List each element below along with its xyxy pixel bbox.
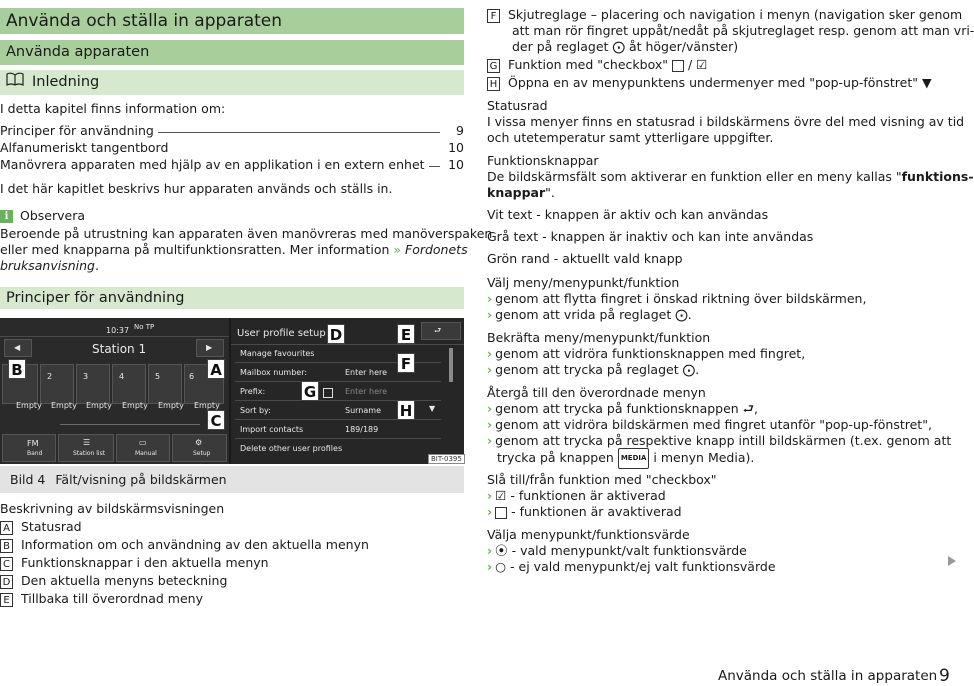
checkbox-checked-icon: ☑ — [696, 57, 708, 72]
menu-title: User profile setup — [237, 328, 326, 339]
statusrad-text: och utetemperatur samt ytterligare uppgifter. — [487, 130, 774, 145]
callout-b: B — [8, 359, 26, 379]
legend-f — [487, 6, 962, 23]
preset-number: 2 — [47, 372, 53, 381]
description-item — [0, 590, 203, 608]
checkbox-empty-icon — [495, 507, 507, 519]
preset-button[interactable] — [112, 364, 146, 404]
funk-text — [487, 184, 555, 201]
bekr-item — [487, 361, 699, 378]
description-text: Information om och användning av den aktuella menyn — [21, 537, 369, 552]
status-divider — [0, 336, 229, 337]
scroll-slider[interactable] — [449, 348, 453, 382]
preset-label: Empty — [86, 401, 112, 410]
prev-button[interactable] — [4, 339, 32, 357]
valj-text: genom att flytta fingret i önskad riktning över bildskärmen, — [495, 291, 867, 306]
ater-item — [487, 432, 951, 449]
description-text: Funktionsknappar i den aktuella menyn — [21, 555, 269, 570]
callout-d: D — [327, 324, 345, 344]
row-divider — [235, 438, 441, 439]
ater-item — [487, 416, 932, 433]
menu-value: Enter here — [345, 387, 388, 396]
station-list-button[interactable] — [58, 434, 114, 462]
statusrad-title: Statusrad — [487, 98, 548, 113]
valj2-text: - ej vald menypunkt/ej valt funktionsvärde — [506, 559, 776, 574]
media-term: Media — [707, 450, 746, 465]
description-text: Tillbaka till överordnad meny — [21, 591, 203, 606]
back-button[interactable] — [421, 322, 461, 340]
caption-text: Fält/visning på bildskärmen — [55, 472, 227, 487]
bullet-arrow-icon: › — [487, 559, 493, 574]
figure-caption — [0, 466, 464, 493]
valj-item — [487, 290, 866, 307]
callout-c: C — [207, 410, 225, 430]
preset-number: 5 — [155, 372, 161, 381]
ater-item — [487, 400, 758, 417]
page-number: 9 — [939, 666, 950, 686]
note-line: Beroende på utrustning kan apparaten även manövreras med manöverspaken — [0, 226, 493, 241]
description-item — [0, 518, 82, 536]
subsection-header — [0, 70, 464, 95]
book-icon — [6, 70, 26, 95]
menu-item[interactable]: Mailbox number: — [240, 368, 308, 377]
preset-button[interactable] — [40, 364, 74, 404]
status-time: 10:37 — [106, 326, 130, 335]
profile-screen — [231, 318, 464, 464]
manual-button[interactable] — [116, 434, 170, 462]
valj2-title: Välja menypunkt/funktionsvärde — [487, 527, 690, 542]
bullet-arrow-icon: › — [487, 362, 493, 377]
menu-value: Surname — [345, 406, 381, 415]
toc-leader — [150, 132, 440, 133]
reference-link-cont[interactable]: bruksanvisning — [0, 258, 95, 273]
legend-sep: / — [687, 57, 693, 72]
bullet-arrow-icon: › — [487, 417, 493, 432]
vit-line — [487, 206, 768, 223]
legend-text: Öppna en av menypunktens undermenyer med "pop-up-fönstret" — [508, 75, 918, 90]
menu-value: Enter here — [345, 368, 388, 377]
description-title: Beskrivning av bildskärmsvisningen — [0, 501, 225, 516]
band-button[interactable] — [2, 434, 56, 462]
station-list-sub: Station list — [73, 450, 106, 457]
gra-text: - knappen är inaktiv och kan inte användas — [538, 229, 814, 244]
legend-h — [487, 74, 932, 91]
station-name: Station 1 — [92, 342, 147, 356]
subsection-title: Inledning — [32, 74, 100, 90]
funk-text-part: ". — [545, 185, 555, 200]
bullet-arrow-icon: › — [487, 543, 493, 558]
bullet-arrow-icon: › — [487, 346, 493, 361]
section-title: Använda apparaten — [0, 40, 464, 65]
manual-sub: Manual — [135, 450, 157, 457]
letter-badge: G — [487, 59, 500, 73]
checkbox-empty-icon — [672, 60, 684, 72]
arrow-left-icon: ◀ — [14, 343, 21, 352]
valj-text: . — [687, 307, 692, 322]
legend-text: Skjutreglage – placering och navigation i menyn (navigation sker genom — [508, 7, 963, 22]
bullet-arrow-icon: › — [487, 504, 493, 519]
menu-item[interactable]: Sort by: — [240, 406, 271, 415]
popup-arrow-icon: ▼ — [921, 75, 932, 90]
footer-title: Använda och ställa in apparaten — [718, 668, 938, 684]
legend-text: der på reglaget — [512, 39, 609, 54]
title-divider — [231, 344, 464, 345]
checkbox-checked-icon: ☑ — [495, 488, 507, 503]
ater-title: Återgå till den överordnade menyn — [487, 385, 706, 400]
preset-number: 4 — [119, 372, 125, 381]
note-title: Observera — [20, 208, 86, 223]
callout-f: F — [397, 353, 415, 373]
intro-summary: I det här kapitlet beskrivs hur apparaten används och ställs in. — [0, 181, 393, 196]
note-line — [0, 257, 99, 274]
funk-title: Funktionsknappar — [487, 153, 599, 168]
toc-row[interactable] — [0, 139, 464, 156]
gron-term: Grön rand — [487, 251, 550, 266]
chapter-title: Använda och ställa in apparaten — [0, 8, 464, 34]
note-end: . — [94, 258, 99, 273]
valj2-item — [487, 558, 776, 575]
letter-badge: H — [487, 77, 500, 91]
note-header — [0, 207, 85, 224]
preset-label: Empty — [16, 401, 42, 410]
bekr-text: . — [695, 362, 700, 377]
legend-text: Funktion med "checkbox" — [508, 57, 668, 72]
preset-button[interactable] — [76, 364, 110, 404]
preset-label: Empty — [194, 401, 220, 410]
radio-screen — [0, 318, 229, 464]
bullet-arrow-icon: › — [487, 488, 493, 503]
knob-icon: ⨀ — [612, 39, 625, 54]
ater-text: genom att vidröra bildskärmen med fingret utanför "pop-up-fönstret", — [495, 417, 932, 432]
toc-page: 9 — [456, 123, 464, 138]
toc-row[interactable] — [0, 156, 464, 173]
preset-label: Empty — [158, 401, 184, 410]
valj-title: Välj meny/menypunkt/funktion — [487, 275, 680, 290]
toc-label: Manövrera apparaten med hjälp av en applikation i en extern enhet — [0, 156, 429, 173]
note-line — [0, 241, 468, 258]
setup-sub: Setup — [193, 450, 211, 457]
preset-label: Empty — [122, 401, 148, 410]
arrow-right-icon: ▶ — [206, 343, 213, 352]
letter-badge: C — [0, 557, 13, 571]
sla-title: Slå till/från funktion med "checkbox" — [487, 472, 717, 487]
legend-text: åt höger/vänster) — [628, 39, 739, 54]
row-divider — [235, 381, 441, 382]
reference-arrow: » — [393, 242, 402, 257]
valj2-item — [487, 542, 747, 559]
funk-text — [487, 168, 974, 185]
legend-g — [487, 56, 707, 73]
bullet-arrow-icon: › — [487, 401, 493, 416]
manual-icon: ▭ — [139, 438, 147, 447]
principles-title: Principer för användning — [0, 287, 464, 309]
legend-f-cont — [512, 38, 738, 55]
gear-icon: ⚙ — [195, 438, 203, 447]
valj-item — [487, 306, 692, 323]
callout-g: G — [301, 381, 319, 401]
ater-text: genom att trycka på respektive knapp intill bildskärmen (t.ex. genom att — [495, 433, 952, 448]
list-icon: ☰ — [83, 438, 91, 447]
toc-page: 10 — [448, 140, 464, 155]
image-code: BIT-0395 — [428, 454, 465, 464]
next-page-icon[interactable] — [948, 556, 956, 566]
toc-page: 10 — [448, 157, 464, 172]
next-button[interactable] — [196, 339, 224, 357]
gron-line — [487, 250, 683, 267]
status-tp: No TP — [134, 323, 155, 331]
ater-item-cont — [497, 448, 754, 469]
preset-number: 6 — [189, 372, 195, 381]
funk-text-part: De bildskärmsfält som aktiverar en funktion eller en meny kallas " — [487, 169, 902, 184]
preset-number: 3 — [83, 372, 89, 381]
radio-empty-icon: ○ — [495, 559, 507, 574]
ater-text: ). — [745, 450, 755, 465]
legend-f-cont: att man rör fingret uppåt/nedåt på skjutreglaget resp. genom att man vri- — [512, 23, 974, 38]
bullet-arrow-icon: › — [487, 307, 493, 322]
slider-track — [60, 424, 200, 425]
letter-badge: F — [487, 9, 500, 23]
dropdown-arrow-icon[interactable]: ▼ — [429, 404, 436, 413]
preset-button[interactable] — [148, 364, 182, 404]
band-label: FM — [27, 439, 39, 448]
reference-link[interactable]: Fordonets — [405, 242, 468, 257]
band-sub: Band — [27, 450, 43, 457]
toc-row[interactable] — [0, 122, 464, 139]
bekr-item — [487, 345, 805, 362]
info-icon: i — [0, 210, 13, 223]
menu-item[interactable]: Manage favourites — [240, 349, 315, 358]
toc-label: Principer för användning — [0, 122, 158, 139]
valj2-text: - vald menypunkt/valt funktionsvärde — [507, 543, 747, 558]
letter-badge: D — [0, 575, 13, 589]
caption-number: Bild 4 — [10, 472, 46, 487]
vit-term: Vit text — [487, 207, 533, 222]
funk-term: funktions- — [901, 169, 974, 184]
callout-a: A — [207, 359, 225, 379]
statusrad-text: I vissa menyer finns en statusrad i bildskärmens övre del med visning av tid — [487, 114, 965, 129]
toc-label: Alfanumeriskt tangentbord — [0, 139, 172, 156]
vit-text: - knappen är aktiv och kan användas — [532, 207, 769, 222]
gra-line — [487, 228, 813, 245]
callout-h: H — [397, 400, 415, 420]
description-item — [0, 536, 369, 554]
ater-text: , — [753, 401, 758, 416]
menu-item[interactable]: Prefix: — [240, 387, 266, 396]
back-arrow-icon: ⮐ — [434, 326, 442, 335]
knob-icon: ⨀ — [682, 362, 696, 377]
menu-item[interactable]: Import contacts — [240, 425, 304, 434]
menu-item[interactable]: Delete other user profiles — [240, 444, 343, 453]
sla-text: - funktionen är avaktiverad — [507, 504, 682, 519]
bullet-arrow-icon: › — [487, 291, 493, 306]
sla-text: - funktionen är aktiverad — [506, 488, 666, 503]
bekr-text: genom att trycka på reglaget — [495, 362, 679, 377]
description-item — [0, 572, 227, 590]
bekr-text: genom att vidröra funktionsknappen med fingret, — [495, 346, 806, 361]
letter-badge: B — [0, 539, 13, 553]
letter-badge: E — [0, 593, 13, 607]
description-text: Statusrad — [21, 519, 82, 534]
back-arrow-icon: ⮐ — [742, 401, 754, 416]
setup-button[interactable] — [172, 434, 227, 462]
ater-text: genom att trycka på funktionsknappen — [495, 401, 739, 416]
screen-figure — [0, 318, 464, 464]
bullet-arrow-icon: › — [487, 433, 493, 448]
note-text: eller med knapparna på multifunktionsratten. Mer information — [0, 242, 394, 257]
intro-text: I detta kapitel finns information om: — [0, 101, 226, 116]
description-text: Den aktuella menyns beteckning — [21, 573, 228, 588]
knob-icon: ⨀ — [675, 307, 688, 322]
letter-badge: A — [0, 521, 13, 535]
callout-e: E — [397, 324, 415, 344]
ater-text: i menyn — [653, 450, 704, 465]
radio-selected-icon: ⦿ — [495, 543, 508, 558]
description-item — [0, 554, 269, 572]
media-key-icon: MEDIA — [618, 448, 650, 469]
ater-text: trycka på knappen — [497, 450, 614, 465]
preset-label: Empty — [51, 401, 77, 410]
sla-item — [487, 487, 666, 504]
menu-value: 189/189 — [345, 425, 379, 434]
gron-text: - aktuellt vald knapp — [549, 251, 683, 266]
valj-text: genom att vrida på reglaget — [495, 307, 672, 322]
bekr-title: Bekräfta meny/menypunkt/funktion — [487, 330, 711, 345]
gra-term: Grå text — [487, 229, 539, 244]
checkbox-icon[interactable] — [323, 388, 333, 398]
sla-item — [487, 503, 682, 520]
funk-term: knappar — [487, 185, 546, 200]
